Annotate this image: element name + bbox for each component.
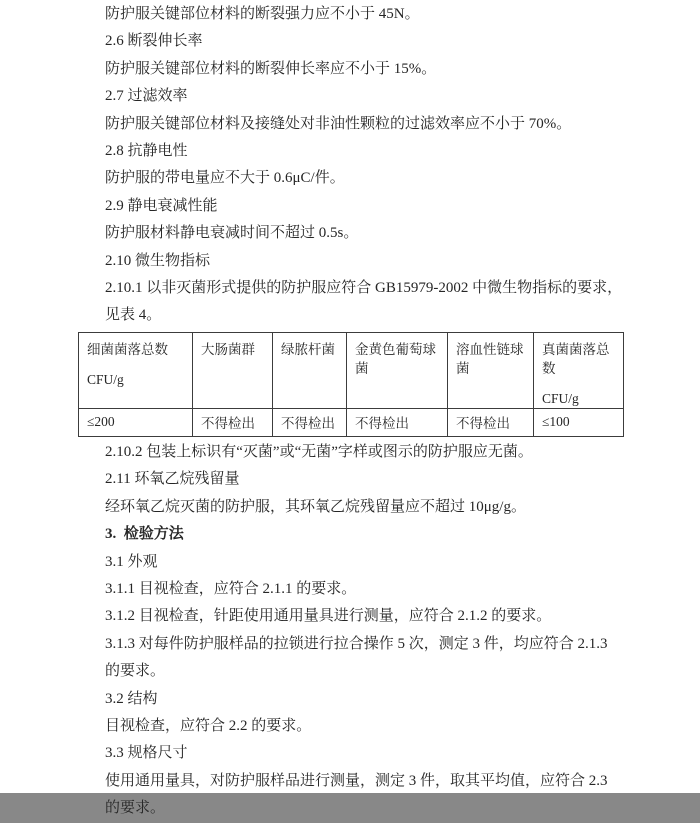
header-name: 金黄色葡萄球菌 — [355, 341, 436, 376]
paragraph-elongation: 防护服关键部位材料的断裂伸长率应不小于 15%。 — [105, 60, 437, 77]
section-heading-3-2: 3.2 结构 — [105, 690, 158, 707]
table-header-cell — [448, 332, 534, 408]
section-heading-2-11: 2.11 环氧乙烷残留量 — [105, 471, 240, 488]
paragraph-eto-residue: 经环氧乙烷灭菌的防护服，其环氧乙烷残留量应不超过 10μg/g。 — [105, 498, 526, 515]
table-header-cell — [534, 332, 624, 408]
section-heading-2-10: 2.10 微生物指标 — [105, 252, 211, 269]
table-header-cell — [347, 332, 448, 408]
paragraph-3-2-body: 目视检查，应符合 2.2 的要求。 — [105, 717, 312, 734]
paragraph-3-1-1: 3.1.1 目视检查，应符合 2.1.1 的要求。 — [105, 580, 357, 597]
paragraph-static-decay: 防护服材料静电衰减时间不超过 0.5s。 — [105, 225, 359, 242]
paragraph-break-strength: 防护服关键部位材料的断裂强力应不小于 45N。 — [105, 6, 420, 22]
table-header-row — [79, 332, 624, 408]
table-header-cell — [193, 332, 273, 408]
header-unit: CFU/g — [87, 371, 124, 387]
section-heading-3: 3. 检验方法 — [105, 526, 184, 543]
paragraph-filtration: 防护服关键部位材料及接缝处对非油性颗粒的过滤效率应不小于 70%。 — [105, 115, 572, 132]
header-name: 绿脓杆菌 — [281, 341, 335, 357]
paragraph-3-1-3: 3.1.3 对每件防护服样品的拉锁进行拉合操作 5 次，测定 3 件，均应符合 2.1.3 — [105, 635, 608, 652]
table-value-cell: ≤200 — [79, 408, 193, 436]
table-value-cell: 不得检出 — [448, 408, 534, 436]
section-heading-2-9: 2.9 静电衰减性能 — [105, 197, 218, 214]
section-heading-2-6: 2.6 断裂伸长率 — [105, 33, 203, 50]
paragraph-microbial-requirement: 2.10.1 以非灭菌形式提供的防护服应符合 GB15979-2002 中微生物指标的要求， — [105, 280, 623, 297]
table-value-cell: 不得检出 — [273, 408, 347, 436]
table-header-cell — [273, 332, 347, 408]
paragraph-3-3-body: 使用通用量具，对防护服样品进行测量，测定 3 件，取其平均值，应符合 2.3 — [105, 772, 608, 789]
section-heading-3-1: 3.1 外观 — [105, 553, 158, 570]
table-value-cell: 不得检出 — [193, 408, 273, 436]
section-heading-3-3: 3.3 规格尺寸 — [105, 745, 188, 762]
header-name: 细菌菌落总数 — [87, 341, 168, 357]
table-value-row — [79, 408, 624, 436]
paragraph-3-3-cont: 的要求。 — [105, 800, 166, 817]
paragraph-antistatic: 防护服的带电量应不大于 0.6μC/件。 — [105, 170, 345, 187]
table-value-cell: ≤100 — [534, 408, 624, 436]
paragraph-sterile-labeling: 2.10.2 包装上标识有“灭菌”或“无菌”字样或图示的防护服应无菌。 — [105, 443, 533, 460]
paragraph-see-table-4: 见表 4。 — [105, 307, 162, 324]
table-header-cell — [79, 332, 193, 408]
section-heading-2-7: 2.7 过滤效率 — [105, 88, 188, 105]
paragraph-3-1-3-cont: 的要求。 — [105, 663, 166, 680]
header-unit: CFU/g — [542, 390, 579, 406]
header-name: 溶血性链球菌 — [456, 341, 524, 376]
section-heading-2-8: 2.8 抗静电性 — [105, 143, 188, 160]
header-name: 真菌菌落总数 — [542, 341, 610, 376]
header-name: 大肠菌群 — [201, 341, 255, 357]
paragraph-3-1-2: 3.1.2 目视检查，针距使用通用量具进行测量，应符合 2.1.2 的要求。 — [105, 608, 552, 625]
microbial-limits-table — [78, 332, 624, 437]
table-value-cell: 不得检出 — [347, 408, 448, 436]
